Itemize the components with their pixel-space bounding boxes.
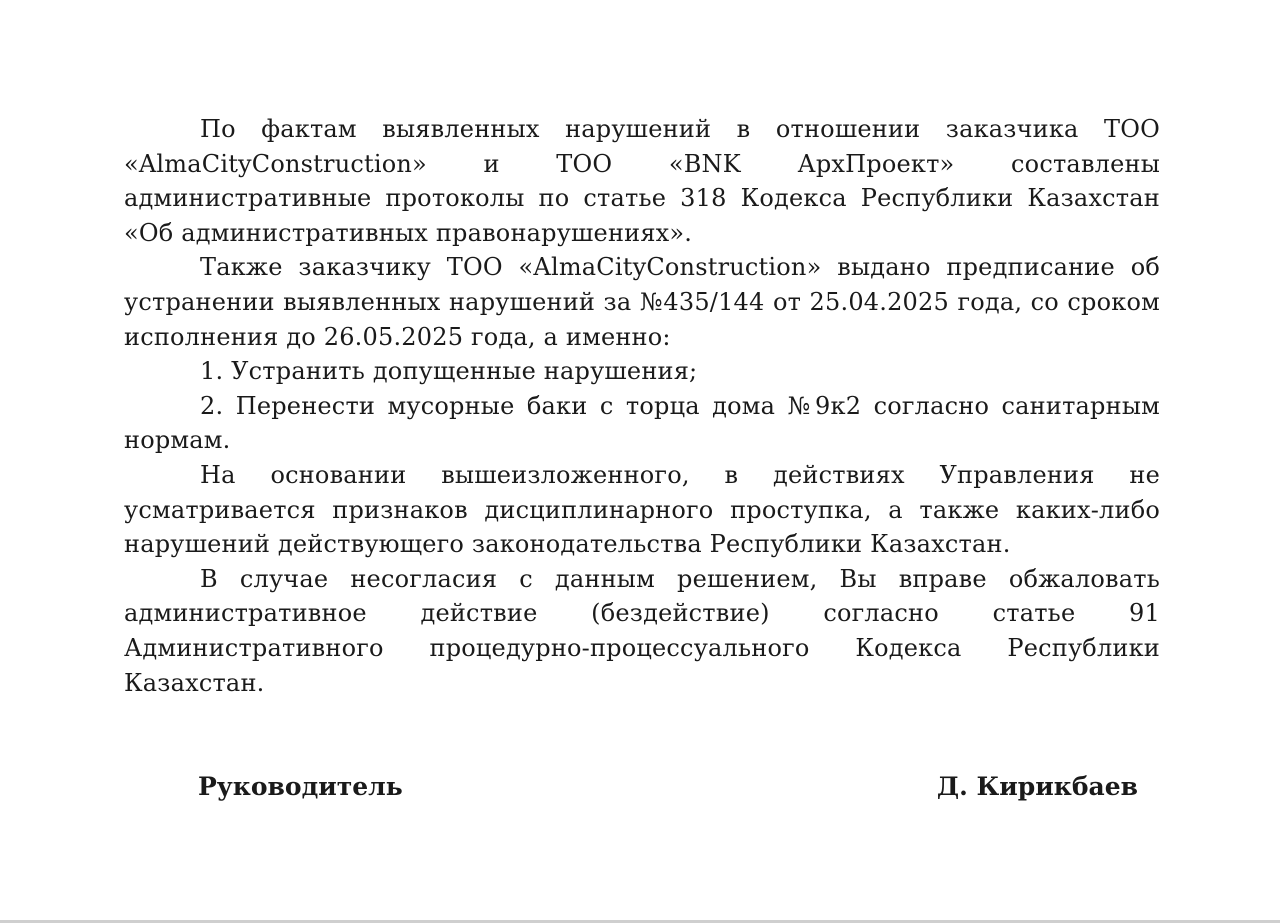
paragraph-appeal: В случае несогласия с данным решением, Вы вправе обжаловать административное действие (бездействие) согласно статье 91 Административного процедурно-процессуального Кодекса Республики Казахстан. (124, 564, 1160, 697)
signature-block (198, 772, 1138, 808)
signatory-name: Д. Кирикбаев (936, 772, 1138, 801)
document-body (124, 112, 1160, 700)
list-item-1: 1. Устранить допущенные нарушения; (200, 357, 698, 386)
signatory-role: Руководитель (198, 772, 403, 801)
paragraph-conclusion: На основании вышеизложенного, в действиях Управления не усматривается признаков дисциплинарного проступка, а также каких-либо нарушений действующего законодательства Республики Казахстан. (124, 460, 1160, 559)
paragraph-violations-protocols: По фактам выявленных нарушений в отношении заказчика ТОО «AlmaCityConstruction» и ТОО «BNK АрхПроект» составлены административные протоколы по статье 318 Кодекса Республики Казахстан «Об административных правонарушениях». (124, 115, 1160, 247)
list-item-2: 2. Перенести мусорные баки с торца дома №9к2 согласно санитарным нормам. (124, 391, 1160, 455)
paragraph-prescription: Также заказчику ТОО «AlmaCityConstruction» выдано предписание об устранении выявленных нарушений за №435/144 от 25.04.2025 года, со сроком исполнения до 26.05.2025 года, а именно: (124, 253, 1160, 351)
